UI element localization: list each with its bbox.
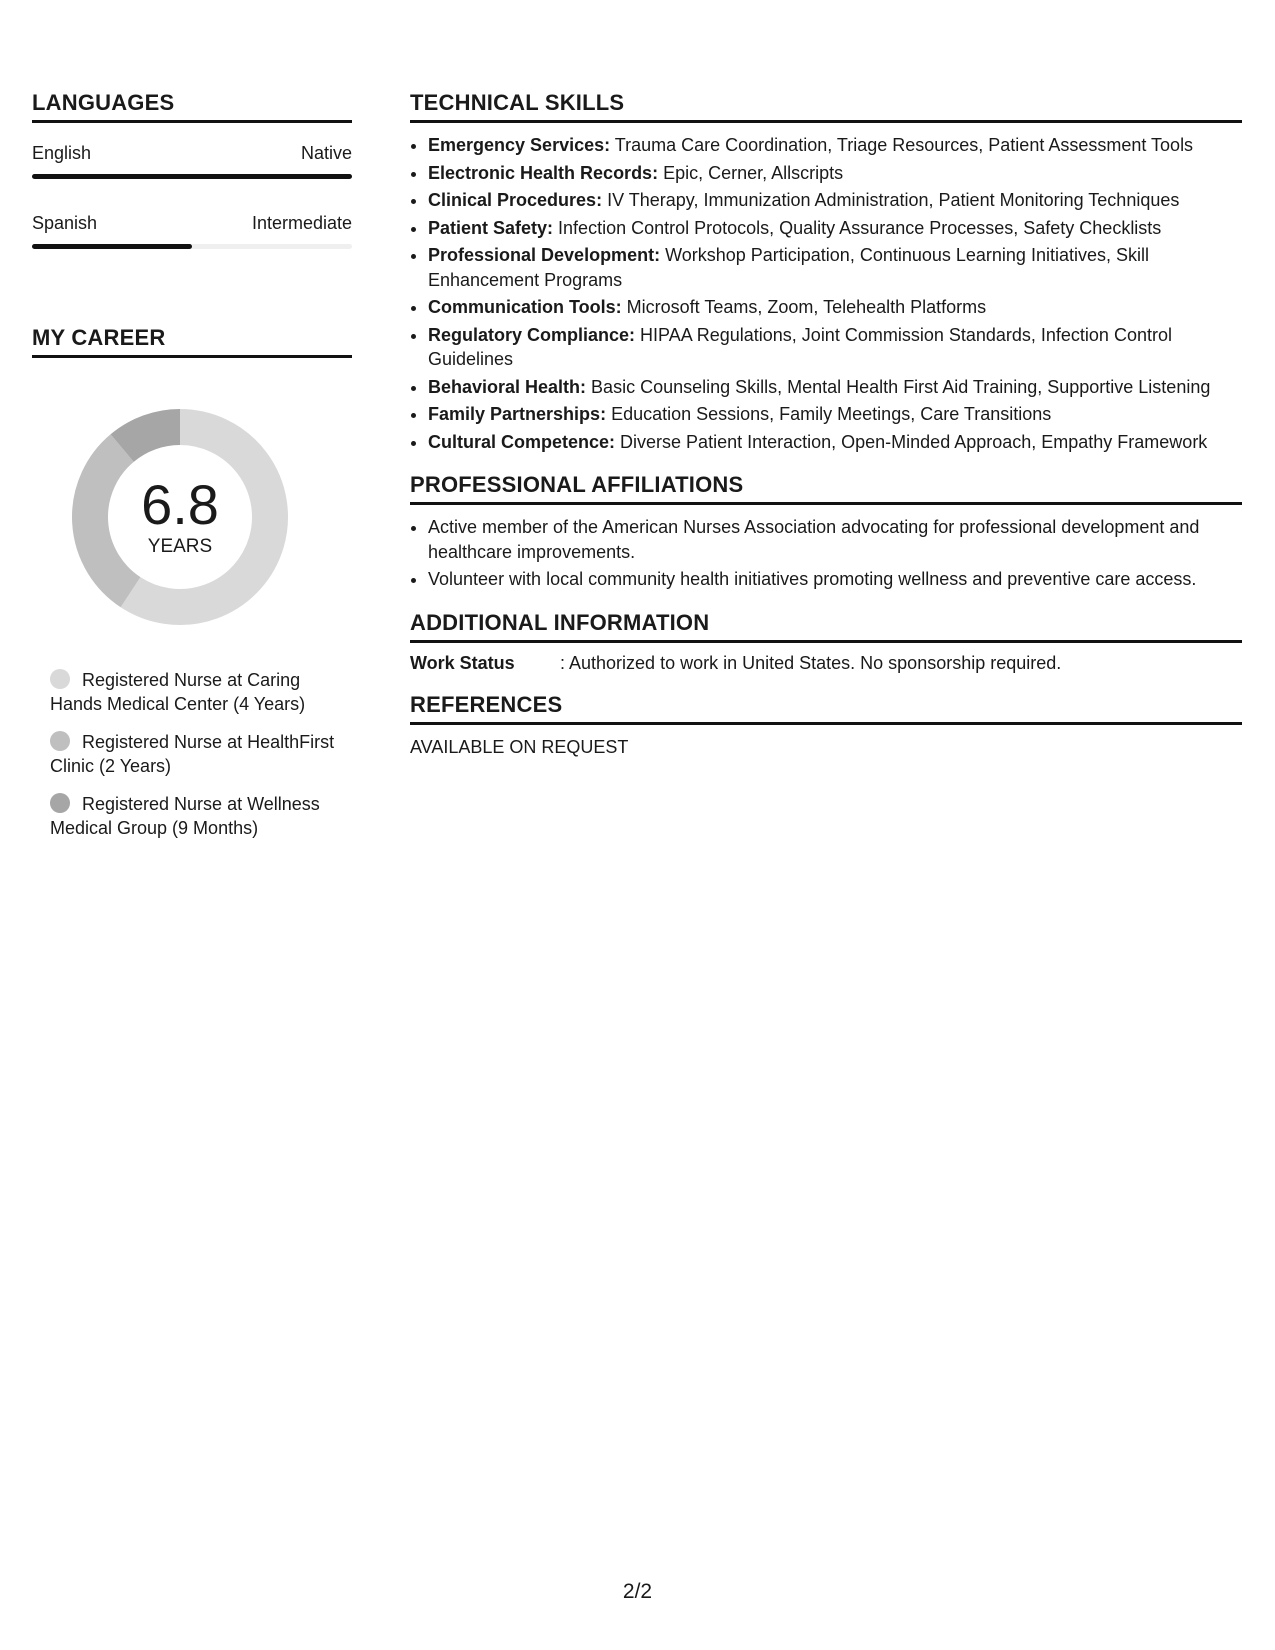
career-item-text: Registered Nurse at HealthFirst Clinic (2 Years): [50, 732, 335, 776]
references-text: AVAILABLE ON REQUEST: [410, 736, 629, 757]
skill-item: [428, 430, 1242, 455]
skill-text: Workshop Participation, Continuous Learning Initiatives, Skill Enhancement Programs: [428, 245, 1149, 290]
skill-item: [428, 375, 1242, 400]
skill-text: HIPAA Regulations, Joint Commission Standards, Infection Control Guidelines: [428, 324, 1172, 369]
career-legend: [50, 668, 340, 840]
skill-label: Clinical Procedures:: [428, 190, 603, 210]
career-total-unit: YEARS: [147, 536, 213, 557]
language-level: Intermediate: [251, 213, 352, 233]
technical-skills-list: [410, 133, 1242, 454]
skill-label: Family Partnerships:: [428, 404, 607, 424]
career-item: [50, 730, 340, 778]
skill-label: Emergency Services:: [428, 135, 611, 155]
language-proficiency-bar: [32, 244, 352, 249]
skill-label: Behavioral Health:: [428, 376, 587, 397]
language-english: [32, 143, 352, 179]
skill-text: IV Therapy, Immunization Administration, Patient Monitoring Techniques: [602, 190, 1180, 210]
additional-info-title: ADDITIONAL INFORMATION: [410, 610, 1242, 643]
skill-text: Trauma Care Coordination, Triage Resources, Patient Assessment Tools: [610, 135, 1194, 155]
language-level: Native: [300, 143, 352, 163]
technical-skills-title: TECHNICAL SKILLS: [410, 90, 1242, 123]
affiliation-item: • Volunteer with local community health initiatives promoting wellness and preventive care access.: [428, 567, 1242, 592]
skill-text: Infection Control Protocols, Quality Assurance Processes, Safety Checklists: [553, 217, 1162, 238]
skill-text: Education Sessions, Family Meetings, Care Transitions: [606, 404, 1052, 424]
left-column: [32, 90, 352, 854]
language-proficiency-bar: [32, 174, 352, 179]
skill-item: [428, 402, 1242, 427]
legend-dot-icon: [50, 793, 70, 813]
skill-item: [428, 188, 1242, 213]
references-title: REFERENCES: [410, 692, 1242, 725]
career-total: [65, 402, 295, 632]
skill-item: [428, 161, 1242, 186]
career-item-text: Registered Nurse at Wellness Medical Group (9 Months): [50, 794, 320, 838]
skill-item: [428, 323, 1242, 372]
skill-label: Communication Tools:: [428, 297, 622, 317]
language-proficiency-fill: [32, 244, 192, 249]
career-donut: [65, 402, 295, 632]
affiliations-title: PROFESSIONAL AFFILIATIONS: [410, 472, 1242, 505]
skill-label: Patient Safety:: [428, 217, 554, 238]
affiliations-list: [410, 515, 1242, 592]
career-total-value: 6.8: [141, 473, 219, 536]
skill-item: [428, 243, 1242, 292]
skill-text: Microsoft Teams, Zoom, Telehealth Platforms: [621, 297, 987, 317]
skill-text: Epic, Cerner, Allscripts: [658, 162, 844, 183]
skill-item: [428, 216, 1242, 241]
language-proficiency-fill: [32, 174, 352, 179]
work-status-row: [410, 653, 1242, 674]
legend-dot-icon: [50, 669, 70, 689]
work-status-value: : Authorized to work in United States. No sponsorship required.: [560, 652, 1062, 673]
right-column: [410, 90, 1242, 758]
language-name: English: [32, 143, 92, 163]
career-title: MY CAREER: [32, 325, 352, 358]
skill-item: [428, 295, 1242, 320]
career-item-text: Registered Nurse at Caring Hands Medical Center (4 Years): [50, 670, 306, 714]
affiliation-item: • Active member of the American Nurses Association advocating for professional development and healthcare improvements.: [428, 515, 1242, 564]
work-status-label: Work Status: [410, 652, 515, 673]
legend-dot-icon: [50, 731, 70, 751]
skill-label: Regulatory Compliance:: [428, 324, 636, 345]
career-item: [50, 792, 340, 840]
skill-item: [428, 133, 1242, 158]
career-item: [50, 668, 340, 716]
skill-label: Cultural Competence:: [428, 431, 616, 452]
skill-label: Electronic Health Records:: [428, 162, 659, 183]
skill-label: Professional Development:: [428, 245, 661, 265]
language-name: Spanish: [32, 213, 98, 233]
language-spanish: [32, 213, 352, 249]
languages-title: LANGUAGES: [32, 90, 352, 123]
skill-text: Basic Counseling Skills, Mental Health First Aid Training, Supportive Listening: [586, 376, 1211, 397]
skill-text: Diverse Patient Interaction, Open-Minded Approach, Empathy Framework: [615, 431, 1208, 452]
page-number: 2/2: [622, 1580, 653, 1603]
